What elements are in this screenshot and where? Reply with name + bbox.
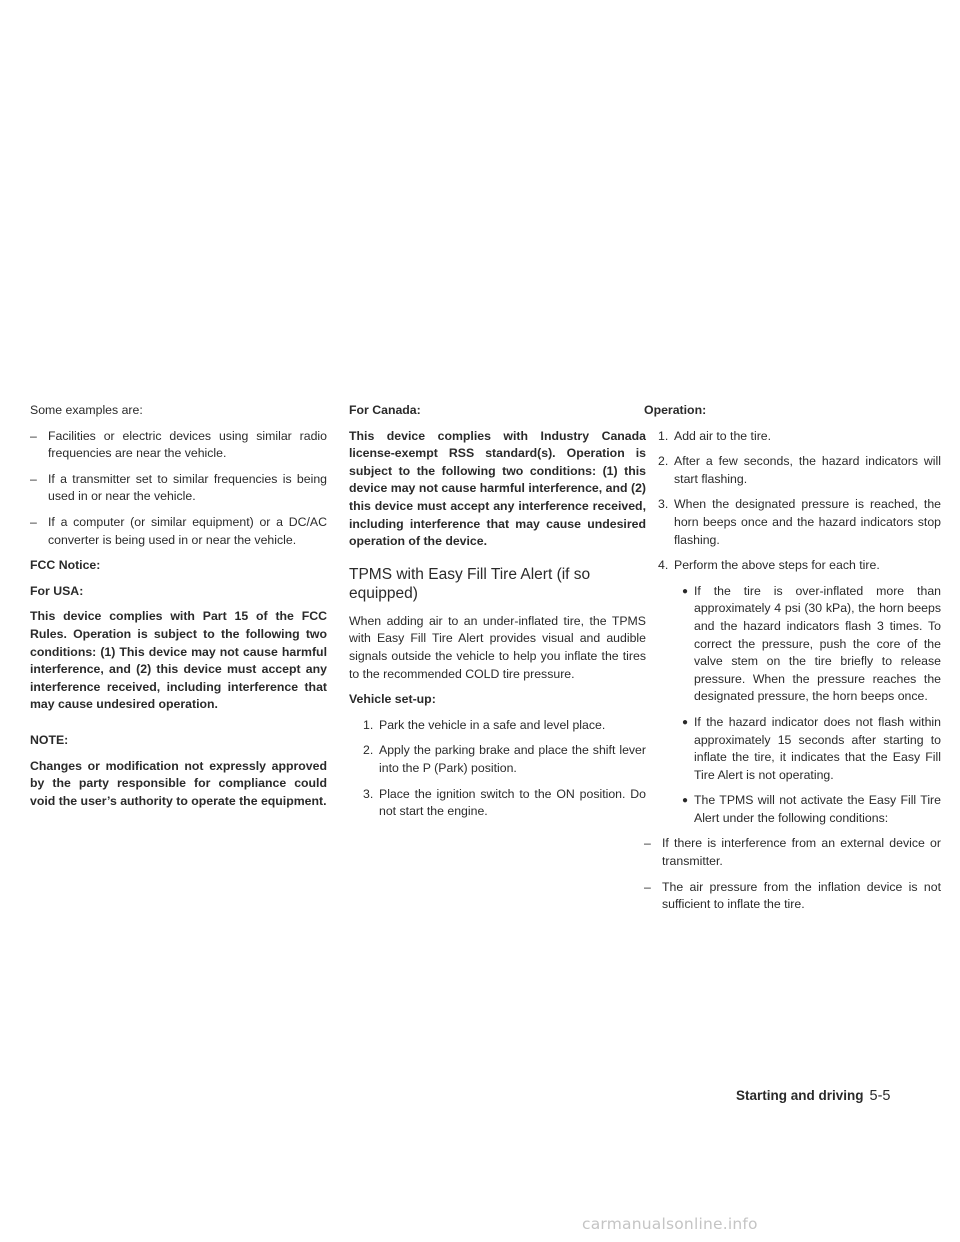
list-item: – If there is interference from an external device or transmitter. xyxy=(644,836,941,869)
dash-marker: – xyxy=(644,879,651,894)
dash-marker: – xyxy=(30,428,37,443)
list-item: 3. When the designated pressure is reached, the horn beeps once and the hazard indicators stop flashing. xyxy=(658,497,941,547)
step-number: 3. xyxy=(363,786,374,801)
examples-intro: Some examples are: xyxy=(30,403,143,417)
for-usa-heading: For USA: xyxy=(30,583,84,598)
operation-heading: Operation: xyxy=(644,403,707,417)
list-item: ● If the tire is over-inflated more than approximately 4 psi (30 kPa), the horn beeps and the hazard indicators flash 3 times. To correct the pressure, push the core of the valve stem on the tire briefly to release pressure. When the pressure reaches the designated pressure, the horn beeps once. xyxy=(682,583,941,704)
canada-compliance-text: This device complies with Industry Canada license-exempt RSS standard(s). Operation is subject to the following two conditions: (1) this device may not cause harmful interference, and (2) this device must accept any interference received, including interference that may cause undesired operation of the device. xyxy=(349,428,646,549)
list-item: 3. Place the ignition switch to the ON position. Do not start the engine. xyxy=(363,786,646,819)
for-canada-heading: For Canada: xyxy=(349,403,421,417)
note-text: Changes or modification not expressly approved by the party responsible for compliance could void the user’s authority to operate the equipment. xyxy=(30,758,327,808)
list-item: 2. After a few seconds, the hazard indicators will start flashing. xyxy=(658,454,941,486)
bullet-icon: ● xyxy=(682,716,689,728)
list-item: – If a transmitter set to similar frequencies is being used in or near the vehicle. xyxy=(30,471,327,504)
page-number: 5-5 xyxy=(869,1088,891,1104)
list-item: 1. Park the vehicle in a safe and level place. xyxy=(349,717,646,735)
fcc-notice-heading: FCC Notice: xyxy=(30,558,101,573)
list-item: – The air pressure from the inflation device is not sufficient to inflate the tire. xyxy=(644,879,941,912)
list-item: ● If the hazard indicator does not flash within approximately 15 seconds after starting to inflate the tire, it indicates that the Easy Fill Tire Alert is not operating. xyxy=(682,714,941,782)
section-name: Starting and driving xyxy=(736,1088,864,1103)
column-left xyxy=(30,402,327,818)
step-number: 1. xyxy=(363,717,374,732)
step-number: 4. xyxy=(658,558,669,573)
column-middle xyxy=(349,402,646,829)
list-item: ● The TPMS will not activate the Easy Fill Tire Alert under the following conditions: xyxy=(682,793,941,825)
list-item: 4. Perform the above steps for each tire. xyxy=(644,557,941,575)
bullet-icon: ● xyxy=(682,585,689,597)
vehicle-setup-heading: Vehicle set-up: xyxy=(349,692,436,707)
column-right xyxy=(644,402,941,922)
step-number: 1. xyxy=(658,428,669,443)
list-item: 2. Apply the parking brake and place the shift lever into the P (Park) position. xyxy=(363,743,646,775)
dash-marker: – xyxy=(30,514,37,529)
watermark: carmanualsonline.info xyxy=(582,1215,758,1233)
note-heading: NOTE: xyxy=(30,732,69,747)
usa-compliance-text: This device complies with Part 15 of the FCC Rules. Operation is subject to the following two conditions: (1) This device may not cause harmful interference, and (2) this device must accept any interference received, including interference that may cause undesired operation. xyxy=(30,609,327,712)
list-item: 1. Add air to the tire. xyxy=(644,428,941,446)
list-item: – If a computer (or similar equipment) or a DC/AC converter is being used in or near the vehicle. xyxy=(30,514,327,547)
section-heading: TPMS with Easy Fill Tire Alert (if so equipped) xyxy=(349,565,591,602)
dash-marker: – xyxy=(644,836,651,851)
list-item: – Facilities or electric devices using similar radio frequencies are near the vehicle. xyxy=(30,428,327,461)
page-footer xyxy=(736,1087,926,1106)
step-number: 3. xyxy=(658,497,669,512)
section-intro: When adding air to an under-inflated tire, the TPMS with Easy Fill Tire Alert provides visual and audible signals outside the vehicle to help you inflate the tires to the recommended COLD tire pressure. xyxy=(349,613,646,681)
dash-marker: – xyxy=(30,471,37,486)
bullet-icon: ● xyxy=(682,795,689,807)
step-number: 2. xyxy=(658,454,669,469)
step-number: 2. xyxy=(363,743,374,758)
